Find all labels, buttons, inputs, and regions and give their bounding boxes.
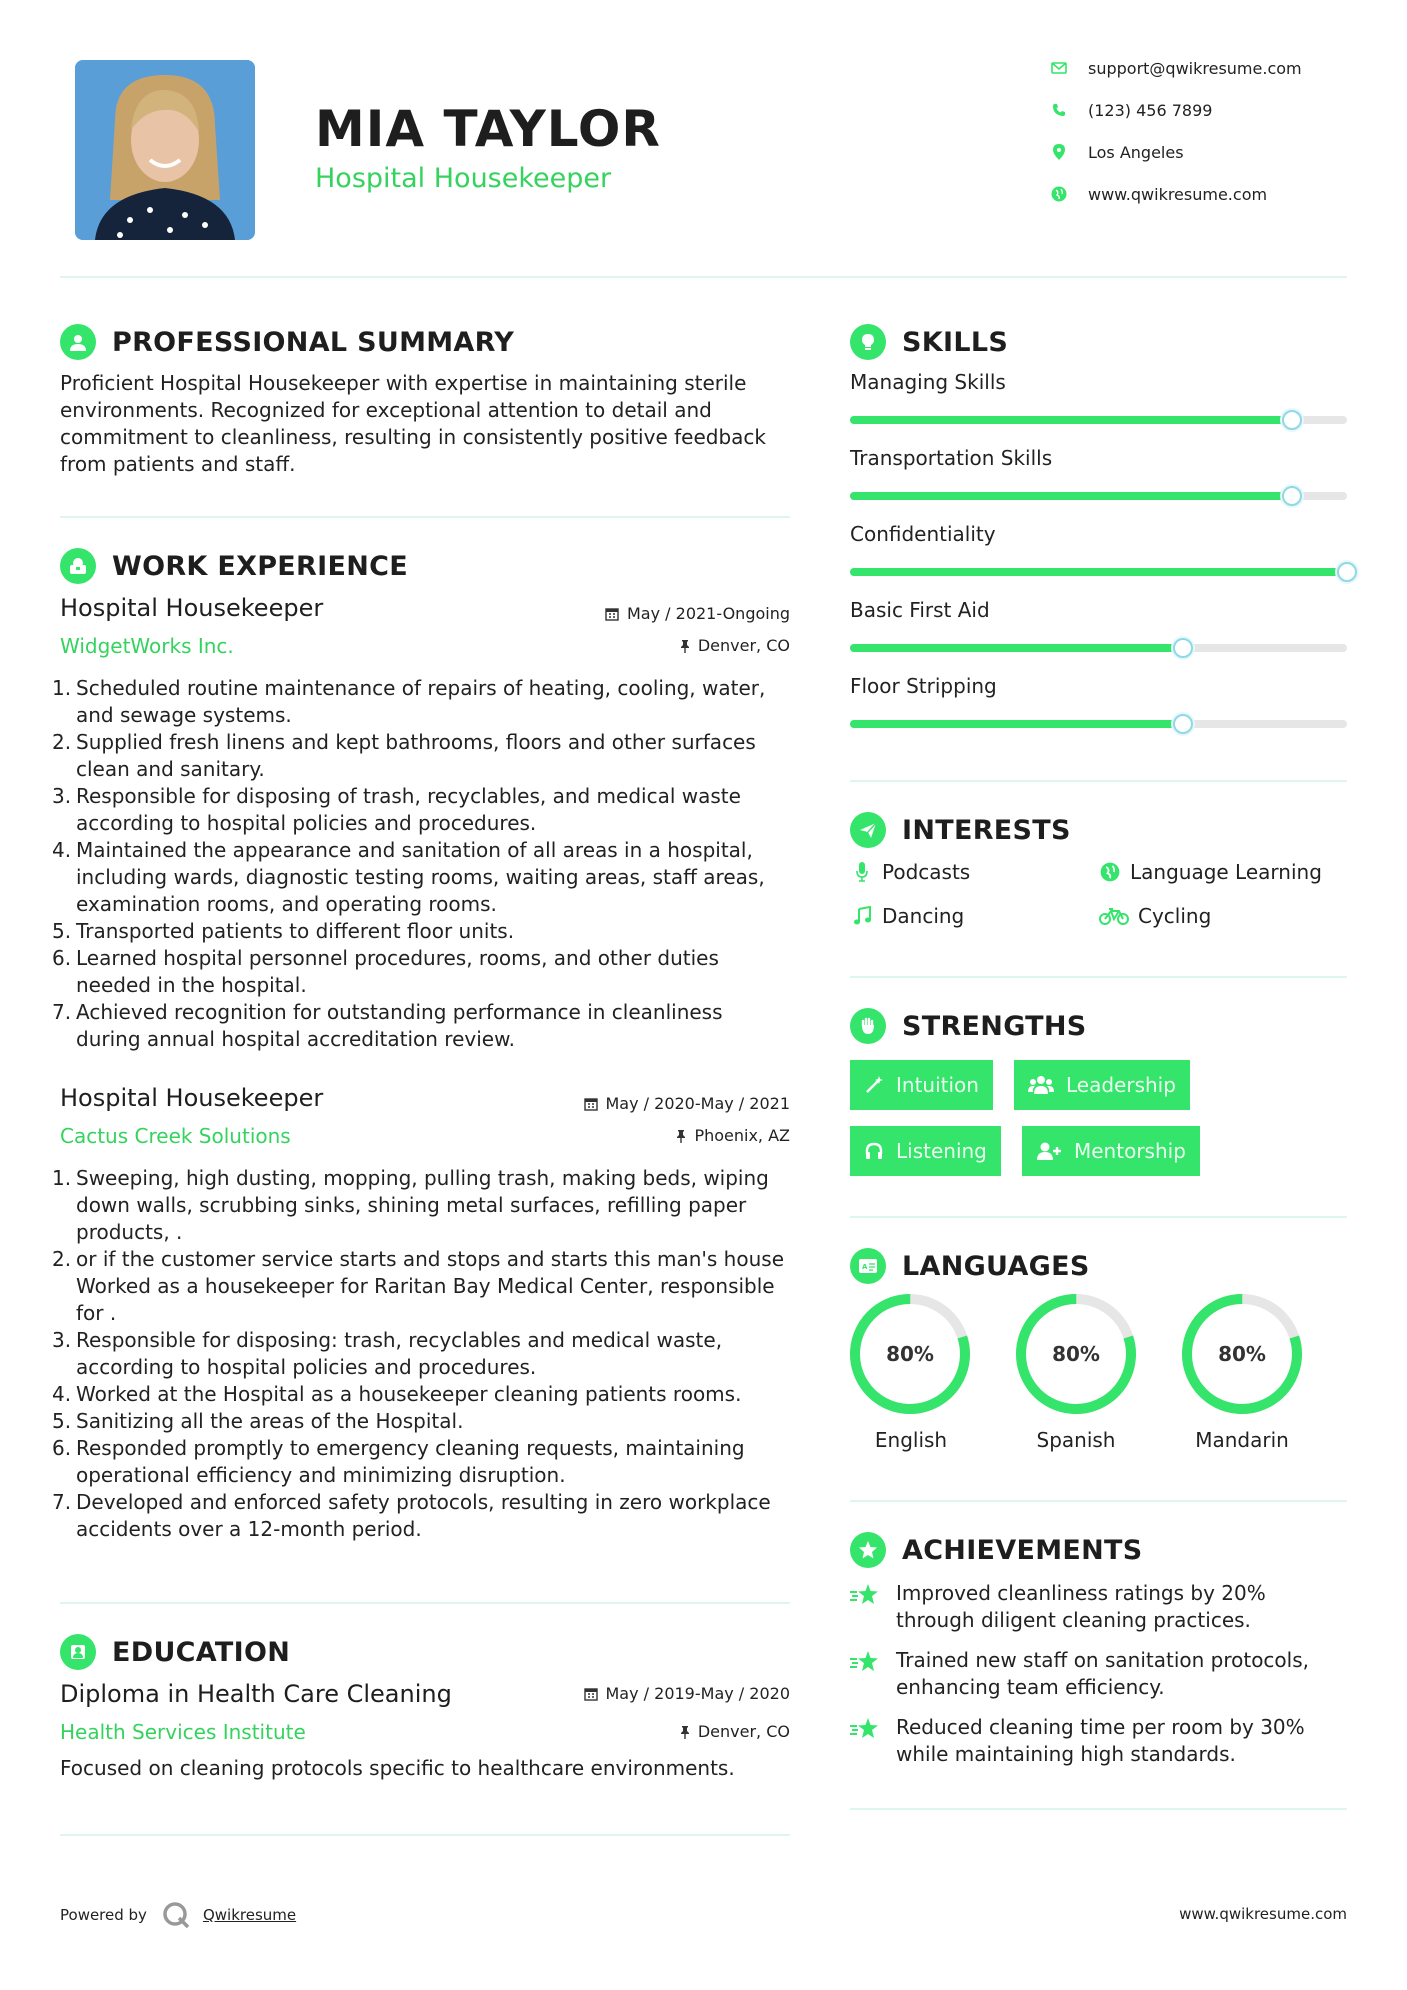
skill-name: Managing Skills [850, 370, 1006, 394]
language-name: English [874, 1428, 948, 1452]
strength-label: Mentorship [1074, 1139, 1186, 1163]
list-item: Responsible for disposing of trash, recyclables, and medical waste according to hospital policies and procedures. [76, 784, 741, 835]
language-item [1180, 1292, 1310, 1420]
skills-heading [850, 324, 1008, 360]
interest-dancing [850, 904, 964, 928]
languages-heading [850, 1248, 1090, 1284]
interests-title: INTERESTS [902, 814, 1071, 846]
email-icon [1050, 59, 1068, 77]
summary-divider [60, 516, 790, 518]
list-item: Sanitizing all the areas of the Hospital. [76, 1409, 464, 1433]
achievement-item [850, 1714, 1347, 1768]
summary-title: PROFESSIONAL SUMMARY [112, 326, 515, 358]
profile-photo [75, 60, 255, 240]
pushpin-icon [680, 639, 690, 653]
job-2-bullets [52, 1165, 792, 1543]
strength-label: Listening [896, 1139, 987, 1163]
contact-phone-text: (123) 456 7899 [1088, 100, 1213, 120]
education-degree: Diploma in Health Care Cleaning [60, 1680, 452, 1708]
job-2-date [540, 1094, 790, 1113]
strength-tag [850, 1060, 993, 1110]
strength-tag [850, 1126, 1001, 1176]
list-item: Responsible for disposing: trash, recyclables and medical waste, according to hospital policies and procedures. [76, 1328, 723, 1379]
education-divider [60, 1834, 790, 1836]
list-item: Scheduled routine maintenance of repairs of heating, cooling, water, and sewage systems. [76, 676, 766, 727]
list-item: Transported patients to different floor units. [76, 919, 515, 943]
contact-location [1050, 140, 1184, 164]
job-1-bullets [52, 675, 792, 1053]
contact-website[interactable] [1050, 182, 1267, 206]
education-title: EDUCATION [112, 1636, 291, 1668]
languages-title: LANGUAGES [902, 1250, 1090, 1282]
language-ring [1180, 1292, 1304, 1416]
graduation-icon [60, 1634, 96, 1670]
job-2-company: Cactus Creek Solutions [60, 1124, 291, 1148]
list-item: Maintained the appearance and sanitation of all areas in a hospital, including wards, diagnostic testing rooms, waiting areas, staff areas, examination rooms, and operating rooms. [76, 838, 765, 916]
job-1-role: Hospital Housekeeper [60, 594, 324, 622]
language-icon [850, 1248, 886, 1284]
strength-tag [1014, 1060, 1190, 1110]
job-1-date [540, 604, 790, 623]
phone-icon [1050, 101, 1068, 119]
pushpin-icon [676, 1129, 686, 1143]
skill-bar-fill [850, 416, 1292, 424]
svg-text:A: A [862, 1263, 868, 1271]
education-description: Focused on cleaning protocols specific to healthcare environments. [60, 1756, 735, 1780]
list-item: or if the customer service starts and stops and starts this man's house Worked as a housekeeper for Raritan Bay Medical Center, responsible for . [76, 1247, 784, 1325]
strength-tag [1022, 1126, 1200, 1176]
interest-language-learning [1098, 860, 1322, 884]
lightbulb-icon [850, 324, 886, 360]
achievements-divider [850, 1808, 1347, 1810]
header-divider [60, 276, 1347, 278]
interest-label: Podcasts [882, 860, 971, 884]
language-percent: 80% [886, 1342, 934, 1366]
calendar-icon [584, 1097, 598, 1111]
user-icon [60, 324, 96, 360]
powered-by-text: Powered by [60, 1906, 147, 1924]
list-item: Sweeping, high dusting, mopping, pulling trash, making beds, wiping down walls, scrubbing sinks, shining metal surfaces, refilling paper products, . [76, 1166, 769, 1244]
skill-bar-fill [850, 644, 1183, 652]
achievement-text: Reduced cleaning time per room by 30% while maintaining high standards. [896, 1715, 1305, 1766]
interests-divider [850, 976, 1347, 978]
language-item [1014, 1292, 1144, 1420]
summary-text: Proficient Hospital Housekeeper with expertise in maintaining sterile environments. Recognized for exceptional attention to detail and commitment to cleanliness, resulting in consistently positive feedback from patients and staff. [60, 371, 766, 476]
list-item: Supplied fresh linens and kept bathrooms, floors and other surfaces clean and sanitary. [76, 730, 756, 781]
strengths-heading [850, 1008, 1087, 1044]
interest-label: Cycling [1138, 904, 1212, 928]
job-2-location [540, 1126, 790, 1145]
language-ring [848, 1292, 972, 1416]
job-1-location [540, 636, 790, 655]
interest-podcasts [850, 860, 970, 884]
skill-bar [850, 644, 1347, 652]
contact-location-text: Los Angeles [1088, 142, 1184, 162]
skill-bar-fill [850, 492, 1292, 500]
skill-bar-fill [850, 720, 1183, 728]
list-item: Developed and enforced safety protocols, resulting in zero workplace accidents over a 12-month period. [76, 1490, 771, 1541]
interest-label: Dancing [882, 904, 965, 928]
education-heading [60, 1634, 290, 1670]
footer-website[interactable]: www.qwikresume.com [1179, 1905, 1347, 1923]
job-1-location-text: Denver, CO [697, 636, 790, 655]
skill-name: Basic First Aid [850, 598, 990, 622]
candidate-title: Hospital Housekeeper [315, 163, 612, 194]
headphones-icon [864, 1141, 884, 1161]
language-name: Mandarin [1195, 1428, 1289, 1452]
qwikresume-logo-icon [161, 1900, 191, 1930]
globe-icon [1050, 185, 1068, 203]
achievement-text: Trained new staff on sanitation protocols, enhancing team efficiency. [896, 1648, 1309, 1699]
list-item: Responded promptly to emergency cleaning requests, maintaining operational efficiency and minimizing disruption. [76, 1436, 745, 1487]
job-1-company: WidgetWorks Inc. [60, 634, 234, 658]
contact-website-text: www.qwikresume.com [1088, 184, 1268, 204]
strengths-title: STRENGTHS [902, 1010, 1087, 1042]
skill-bar [850, 568, 1347, 576]
microphone-icon [850, 862, 874, 882]
skill-name: Transportation Skills [850, 446, 1053, 470]
star-icon [850, 1714, 884, 1748]
education-location-text: Denver, CO [697, 1722, 790, 1741]
star-icon [850, 1580, 884, 1614]
qwikresume-link[interactable]: Qwikresume [202, 1906, 297, 1924]
work-title: WORK EXPERIENCE [112, 550, 408, 582]
footer-powered-by [60, 1900, 296, 1930]
education-date [540, 1684, 790, 1703]
trophy-icon [850, 1532, 886, 1568]
strengths-divider [850, 1216, 1347, 1218]
strength-label: Intuition [896, 1073, 979, 1097]
skill-bar [850, 720, 1347, 728]
skill-bar-knob [1173, 714, 1193, 734]
briefcase-icon [60, 548, 96, 584]
contact-email-text: support@qwikresume.com [1088, 58, 1302, 78]
globe-icon [1098, 862, 1122, 882]
star-icon [850, 1647, 884, 1681]
job-1-date-text: May / 2021-Ongoing [627, 604, 790, 623]
list-item: Achieved recognition for outstanding performance in cleanliness during annual hospital accreditation review. [76, 1000, 723, 1051]
skill-bar-knob [1282, 410, 1302, 430]
list-item: Learned hospital personnel procedures, rooms, and other duties needed in the hospital. [76, 946, 719, 997]
interest-cycling [1098, 904, 1211, 928]
contact-phone[interactable] [1050, 98, 1212, 122]
achievement-text: Improved cleanliness ratings by 20% through diligent cleaning practices. [896, 1581, 1266, 1632]
calendar-icon [605, 607, 619, 621]
skill-bar-fill [850, 568, 1347, 576]
education-location [540, 1722, 790, 1741]
language-item [848, 1292, 978, 1420]
skill-bar [850, 492, 1347, 500]
education-date-text: May / 2019-May / 2020 [605, 1684, 790, 1703]
skill-name: Floor Stripping [850, 674, 997, 698]
bicycle-icon [1098, 907, 1130, 925]
skills-title: SKILLS [902, 326, 1009, 358]
pushpin-icon [680, 1725, 690, 1739]
paper-plane-icon [850, 812, 886, 848]
interests-heading [850, 812, 1071, 848]
candidate-name: MIA TAYLOR [315, 100, 661, 158]
magic-wand-icon [864, 1075, 884, 1095]
job-2-date-text: May / 2020-May / 2021 [605, 1094, 790, 1113]
skill-bar [850, 416, 1347, 424]
user-plus-icon [1036, 1141, 1062, 1161]
language-percent: 80% [1052, 1342, 1100, 1366]
language-ring [1014, 1292, 1138, 1416]
languages-divider [850, 1500, 1347, 1502]
achievement-item [850, 1580, 1347, 1634]
language-percent: 80% [1218, 1342, 1266, 1366]
work-heading [60, 548, 408, 584]
achievements-title: ACHIEVEMENTS [902, 1534, 1143, 1566]
list-item: Worked at the Hospital as a housekeeper cleaning patients rooms. [76, 1382, 742, 1406]
hand-icon [850, 1008, 886, 1044]
skill-bar-knob [1337, 562, 1357, 582]
language-name: Spanish [1036, 1428, 1116, 1452]
location-pin-icon [1050, 143, 1068, 161]
interest-label: Language Learning [1130, 860, 1322, 884]
strength-label: Leadership [1066, 1073, 1176, 1097]
skills-divider [850, 780, 1347, 782]
summary-heading [60, 324, 514, 360]
achievements-heading [850, 1532, 1143, 1568]
contact-email[interactable] [1050, 56, 1302, 80]
calendar-icon [584, 1687, 598, 1701]
job-2-role: Hospital Housekeeper [60, 1084, 324, 1112]
skill-bar-knob [1282, 486, 1302, 506]
achievement-item [850, 1647, 1347, 1701]
job-2-location-text: Phoenix, AZ [694, 1126, 790, 1145]
music-note-icon [850, 906, 874, 926]
education-school: Health Services Institute [60, 1720, 306, 1744]
users-icon [1028, 1075, 1054, 1095]
skill-bar-knob [1173, 638, 1193, 658]
work-divider [60, 1602, 790, 1604]
skill-name: Confidentiality [850, 522, 996, 546]
